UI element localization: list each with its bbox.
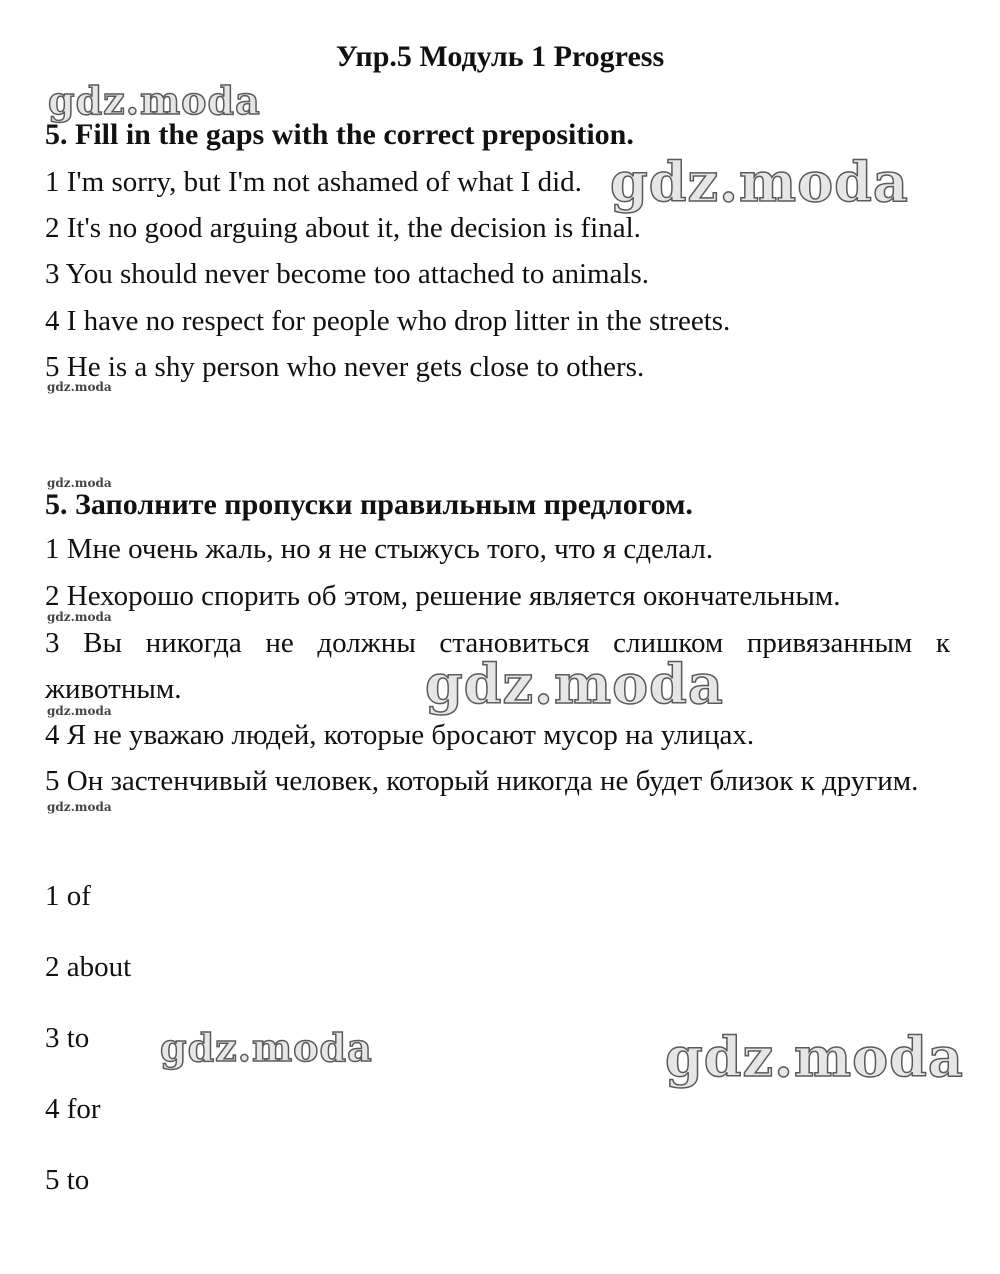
russian-item-2: 2 Нехорошо спорить об этом, решение является окончательным.: [45, 580, 841, 612]
watermark-text: gdz.moda: [47, 476, 112, 490]
watermark-logo: gdz.moda: [48, 78, 261, 123]
watermark-text: gdz.moda: [47, 704, 112, 718]
watermark-logo: gdz.moda: [610, 150, 909, 214]
english-item-5: 5 He is a shy person who never gets close to others.: [45, 351, 645, 383]
page-title: Упр.5 Модуль 1 Progress: [335, 40, 665, 73]
answer-5: 5 to: [45, 1164, 90, 1196]
watermark-logo: gdz.moda: [665, 1025, 964, 1089]
answer-3: 3 to: [45, 1022, 90, 1054]
answer-2: 2 about: [45, 951, 132, 983]
answer-4: 4 for: [45, 1093, 101, 1125]
answer-1: 1 of: [45, 880, 91, 912]
english-heading: 5. Fill in the gaps with the correct preposition.: [45, 118, 634, 151]
russian-item-3: 3 Вы никогда не должны становиться слишком привязанным к животным.: [45, 627, 950, 705]
russian-heading: 5. Заполните пропуски правильным предлогом.: [45, 488, 693, 521]
watermark-logo: gdz.moda: [425, 652, 724, 716]
watermark-logo: gdz.moda: [160, 1025, 373, 1070]
russian-item-4: 4 Я не уважаю людей, которые бросают мусор на улицах.: [45, 719, 755, 751]
watermark-text: gdz.moda: [47, 610, 112, 624]
watermark-text: gdz.moda: [47, 800, 112, 814]
russian-item-1: 1 Мне очень жаль, но я не стыжусь того, что я сделал.: [45, 533, 714, 565]
english-item-2: 2 It's no good arguing about it, the decision is final.: [45, 212, 641, 244]
english-item-4: 4 I have no respect for people who drop litter in the streets.: [45, 305, 731, 337]
english-item-3: 3 You should never become too attached to animals.: [45, 258, 650, 290]
russian-item-5: 5 Он застенчивый человек, который никогда не будет близок к другим.: [45, 765, 919, 797]
english-item-1: 1 I'm sorry, but I'm not ashamed of what I did.: [45, 166, 582, 198]
watermark-text: gdz.moda: [47, 380, 112, 394]
